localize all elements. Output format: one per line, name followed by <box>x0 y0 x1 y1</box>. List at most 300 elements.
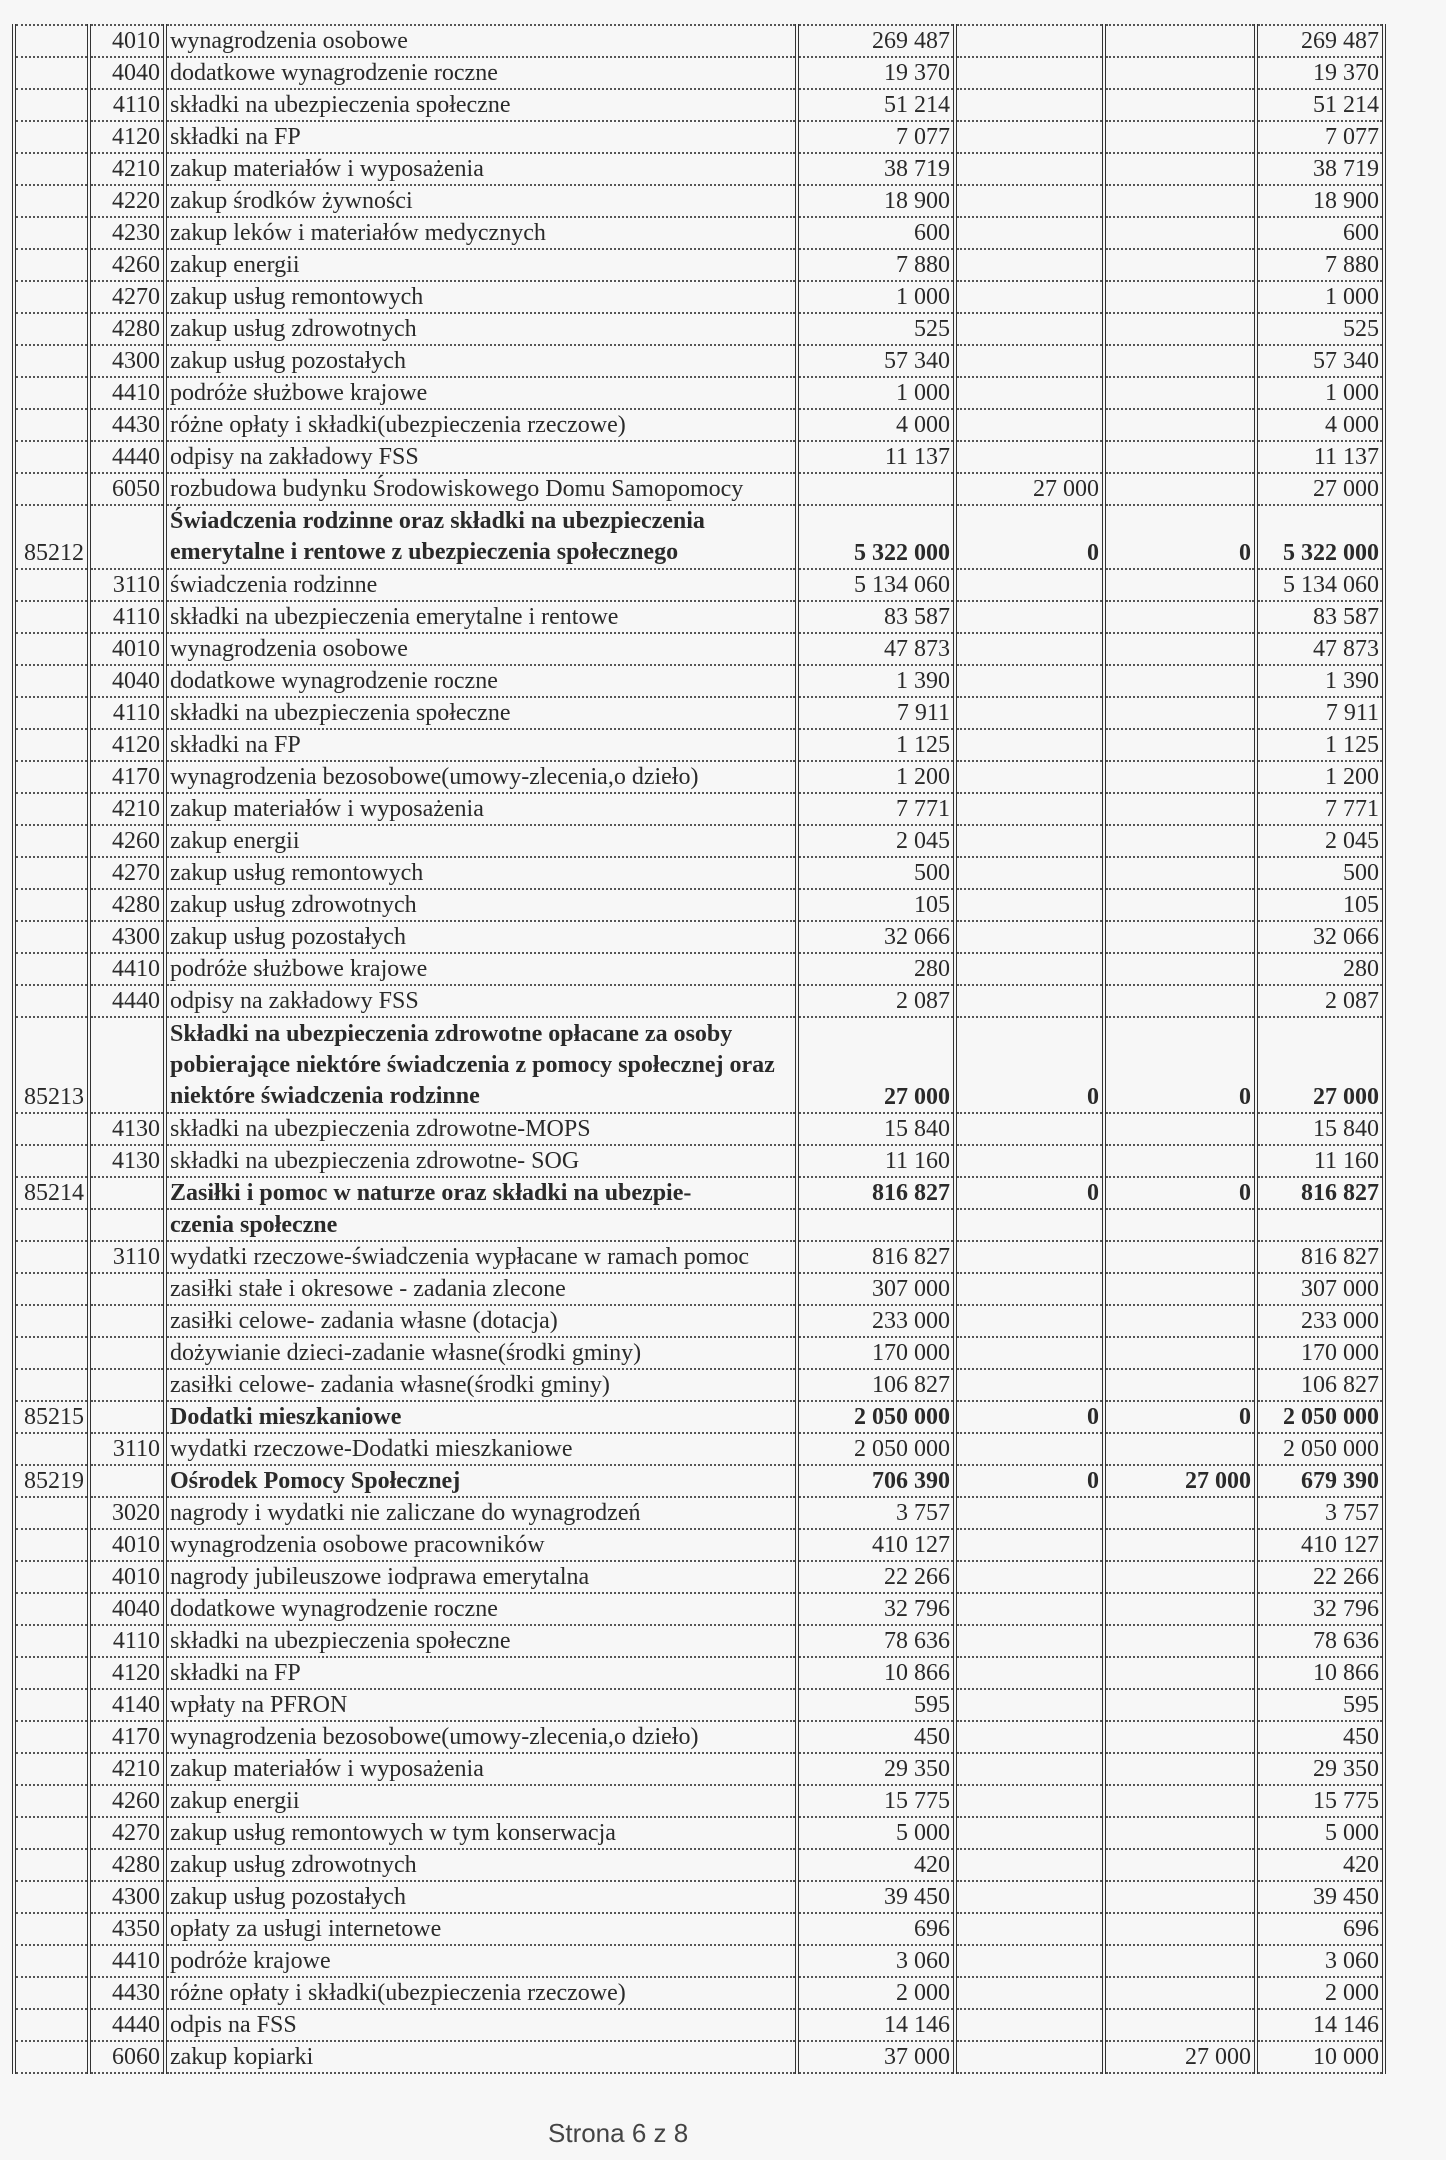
paragraph-code: 4440 <box>89 441 165 473</box>
page-number: Strona 6 z 8 <box>548 2118 689 2148</box>
paragraph-code: 4300 <box>89 921 165 953</box>
plan-amount: 19 370 <box>797 57 955 89</box>
item-name: Ośrodek Pomocy Społecznej <box>165 1465 797 1497</box>
decrease-amount <box>1104 633 1256 665</box>
table-row-section <box>14 1017 1384 1113</box>
decrease-amount <box>1104 1113 1256 1145</box>
section-code <box>14 601 89 633</box>
plan-amount: 696 <box>797 1913 955 1945</box>
paragraph-code: 4140 <box>89 1689 165 1721</box>
section-code <box>14 1241 89 1273</box>
table-row <box>14 1625 1384 1657</box>
section-code <box>14 1977 89 2009</box>
section-code <box>14 345 89 377</box>
section-code <box>14 89 89 121</box>
item-name: zakup usług remontowych w tym konserwacja <box>165 1817 797 1849</box>
section-code <box>14 1497 89 1529</box>
paragraph-code: 4130 <box>89 1145 165 1177</box>
increase-amount <box>955 1273 1104 1305</box>
decrease-amount: 27 000 <box>1104 1465 1256 1497</box>
table-row <box>14 1529 1384 1561</box>
after-change-amount: 450 <box>1256 1721 1384 1753</box>
paragraph-code: 4410 <box>89 1945 165 1977</box>
increase-amount <box>955 953 1104 985</box>
table-row <box>14 249 1384 281</box>
after-change-amount: 3 757 <box>1256 1497 1384 1529</box>
increase-amount <box>955 1849 1104 1881</box>
after-change-amount: 57 340 <box>1256 345 1384 377</box>
table-row <box>14 57 1384 89</box>
decrease-amount <box>1104 1721 1256 1753</box>
increase-amount <box>955 1369 1104 1401</box>
plan-amount: 3 060 <box>797 1945 955 1977</box>
table-row <box>14 1305 1384 1337</box>
after-change-amount: 1 000 <box>1256 377 1384 409</box>
section-code <box>14 2009 89 2041</box>
item-name: nagrody jubileuszowe iodprawa emerytalna <box>165 1561 797 1593</box>
paragraph-code: 4040 <box>89 1593 165 1625</box>
decrease-amount <box>1104 1433 1256 1465</box>
after-change-amount: 420 <box>1256 1849 1384 1881</box>
paragraph-code: 4440 <box>89 985 165 1017</box>
increase-amount <box>955 2009 1104 2041</box>
section-code <box>14 1657 89 1689</box>
section-code <box>14 1145 89 1177</box>
after-change-amount: 38 719 <box>1256 153 1384 185</box>
table-row <box>14 1785 1384 1817</box>
item-name: składki na ubezpieczenia społeczne <box>165 89 797 121</box>
item-name: wydatki rzeczowe-świadczenia wypłacane w ramach pomoc <box>165 1241 797 1273</box>
plan-amount: 106 827 <box>797 1369 955 1401</box>
table-row <box>14 345 1384 377</box>
decrease-amount <box>1104 217 1256 249</box>
paragraph-code: 4040 <box>89 665 165 697</box>
table-row <box>14 1753 1384 1785</box>
decrease-amount <box>1104 665 1256 697</box>
increase-amount <box>955 1785 1104 1817</box>
after-change-amount: 2 000 <box>1256 1977 1384 2009</box>
table-row <box>14 89 1384 121</box>
increase-amount <box>955 441 1104 473</box>
paragraph-code: 4300 <box>89 1881 165 1913</box>
section-code <box>14 25 89 57</box>
after-change-amount: 29 350 <box>1256 1753 1384 1785</box>
section-code <box>14 377 89 409</box>
table-row <box>14 1593 1384 1625</box>
decrease-amount <box>1104 601 1256 633</box>
paragraph-code: 4110 <box>89 1625 165 1657</box>
increase-amount <box>955 1913 1104 1945</box>
decrease-amount <box>1104 729 1256 761</box>
decrease-amount <box>1104 1817 1256 1849</box>
decrease-amount <box>1104 857 1256 889</box>
increase-amount <box>955 1209 1104 1241</box>
increase-amount <box>955 825 1104 857</box>
paragraph-code: 4350 <box>89 1913 165 1945</box>
increase-amount <box>955 121 1104 153</box>
table-row <box>14 121 1384 153</box>
increase-amount <box>955 313 1104 345</box>
section-code <box>14 793 89 825</box>
after-change-amount: 19 370 <box>1256 57 1384 89</box>
item-name: nagrody i wydatki nie zaliczane do wynagrodzeń <box>165 1497 797 1529</box>
increase-amount <box>955 569 1104 601</box>
table-row <box>14 953 1384 985</box>
plan-amount: 420 <box>797 1849 955 1881</box>
item-name: zakup środków żywności <box>165 185 797 217</box>
decrease-amount <box>1104 1753 1256 1785</box>
increase-amount <box>955 153 1104 185</box>
decrease-amount <box>1104 793 1256 825</box>
item-name: składki na ubezpieczenia społeczne <box>165 1625 797 1657</box>
after-change-amount: 10 866 <box>1256 1657 1384 1689</box>
after-change-amount: 14 146 <box>1256 2009 1384 2041</box>
section-code <box>14 953 89 985</box>
decrease-amount <box>1104 761 1256 793</box>
plan-amount: 1 390 <box>797 665 955 697</box>
decrease-amount <box>1104 697 1256 729</box>
decrease-amount <box>1104 1241 1256 1273</box>
paragraph-code: 4210 <box>89 793 165 825</box>
table-row-section <box>14 1177 1384 1209</box>
increase-amount <box>955 57 1104 89</box>
item-name: dodatkowe wynagrodzenie roczne <box>165 57 797 89</box>
paragraph-code: 4010 <box>89 25 165 57</box>
increase-amount <box>955 1593 1104 1625</box>
increase-amount <box>955 1113 1104 1145</box>
paragraph-code: 4260 <box>89 825 165 857</box>
paragraph-code: 4270 <box>89 857 165 889</box>
item-name: odpisy na zakładowy FSS <box>165 441 797 473</box>
item-name: zakup materiałów i wyposażenia <box>165 153 797 185</box>
paragraph-code <box>89 1177 165 1209</box>
plan-amount: 4 000 <box>797 409 955 441</box>
plan-amount: 2 087 <box>797 985 955 1017</box>
section-code <box>14 665 89 697</box>
after-change-amount: 4 000 <box>1256 409 1384 441</box>
plan-amount: 816 827 <box>797 1241 955 1273</box>
item-name: wydatki rzeczowe-Dodatki mieszkaniowe <box>165 1433 797 1465</box>
decrease-amount <box>1104 1145 1256 1177</box>
after-change-amount: 269 487 <box>1256 25 1384 57</box>
increase-amount <box>955 697 1104 729</box>
increase-amount <box>955 1657 1104 1689</box>
paragraph-code: 4270 <box>89 1817 165 1849</box>
item-name: zakup usług pozostałych <box>165 345 797 377</box>
plan-amount: 7 911 <box>797 697 955 729</box>
decrease-amount <box>1104 1209 1256 1241</box>
paragraph-code <box>89 1017 165 1113</box>
after-change-amount: 1 390 <box>1256 665 1384 697</box>
decrease-amount <box>1104 1913 1256 1945</box>
paragraph-code: 4120 <box>89 1657 165 1689</box>
after-change-amount: 15 840 <box>1256 1113 1384 1145</box>
after-change-amount: 18 900 <box>1256 185 1384 217</box>
plan-amount: 37 000 <box>797 2041 955 2073</box>
item-name: zakup energii <box>165 1785 797 1817</box>
paragraph-code: 4130 <box>89 1113 165 1145</box>
plan-amount: 2 050 000 <box>797 1401 955 1433</box>
budget-table <box>12 24 1386 2074</box>
decrease-amount <box>1104 473 1256 505</box>
paragraph-code <box>89 1401 165 1433</box>
plan-amount: 280 <box>797 953 955 985</box>
item-name: czenia społeczne <box>165 1209 797 1241</box>
budget-table-page <box>12 24 1382 2074</box>
decrease-amount <box>1104 921 1256 953</box>
item-name: odpis na FSS <box>165 2009 797 2041</box>
paragraph-code: 4110 <box>89 697 165 729</box>
section-code <box>14 889 89 921</box>
section-code <box>14 1881 89 1913</box>
table-row <box>14 601 1384 633</box>
table-row <box>14 1817 1384 1849</box>
item-name: zakup usług pozostałych <box>165 921 797 953</box>
item-name: składki na FP <box>165 1657 797 1689</box>
after-change-amount: 1 200 <box>1256 761 1384 793</box>
decrease-amount <box>1104 1561 1256 1593</box>
plan-amount: 47 873 <box>797 633 955 665</box>
plan-amount: 525 <box>797 313 955 345</box>
increase-amount <box>955 377 1104 409</box>
plan-amount: 51 214 <box>797 89 955 121</box>
increase-amount <box>955 1721 1104 1753</box>
after-change-amount: 2 087 <box>1256 985 1384 1017</box>
after-change-amount: 2 045 <box>1256 825 1384 857</box>
plan-amount <box>797 473 955 505</box>
paragraph-code: 4210 <box>89 153 165 185</box>
paragraph-code: 4230 <box>89 217 165 249</box>
paragraph-code: 4170 <box>89 761 165 793</box>
item-name: zakup materiałów i wyposażenia <box>165 1753 797 1785</box>
plan-amount: 170 000 <box>797 1337 955 1369</box>
increase-amount <box>955 409 1104 441</box>
after-change-amount: 27 000 <box>1256 473 1384 505</box>
decrease-amount <box>1104 1657 1256 1689</box>
section-code <box>14 281 89 313</box>
plan-amount: 2 045 <box>797 825 955 857</box>
decrease-amount <box>1104 281 1256 313</box>
after-change-amount: 410 127 <box>1256 1529 1384 1561</box>
increase-amount <box>955 1753 1104 1785</box>
after-change-amount: 2 050 000 <box>1256 1433 1384 1465</box>
section-code <box>14 1593 89 1625</box>
after-change-amount: 83 587 <box>1256 601 1384 633</box>
plan-amount: 2 050 000 <box>797 1433 955 1465</box>
increase-amount <box>955 1305 1104 1337</box>
increase-amount <box>955 1977 1104 2009</box>
decrease-amount: 0 <box>1104 1017 1256 1113</box>
table-row <box>14 281 1384 313</box>
increase-amount <box>955 1625 1104 1657</box>
after-change-amount: 10 000 <box>1256 2041 1384 2073</box>
plan-amount: 5 134 060 <box>797 569 955 601</box>
item-name: zakup usług pozostałych <box>165 1881 797 1913</box>
paragraph-code: 4280 <box>89 889 165 921</box>
table-row <box>14 825 1384 857</box>
item-name: zasiłki celowe- zadania własne(środki gminy) <box>165 1369 797 1401</box>
after-change-amount: 11 137 <box>1256 441 1384 473</box>
decrease-amount <box>1104 1593 1256 1625</box>
item-name: wynagrodzenia osobowe <box>165 633 797 665</box>
paragraph-code: 6050 <box>89 473 165 505</box>
table-row-section <box>14 1209 1384 1241</box>
item-name: wpłaty na PFRON <box>165 1689 797 1721</box>
increase-amount <box>955 185 1104 217</box>
paragraph-code: 4110 <box>89 89 165 121</box>
plan-amount: 11 137 <box>797 441 955 473</box>
table-row <box>14 1977 1384 2009</box>
decrease-amount <box>1104 985 1256 1017</box>
after-change-amount: 600 <box>1256 217 1384 249</box>
section-code <box>14 1273 89 1305</box>
paragraph-code: 4010 <box>89 633 165 665</box>
paragraph-code: 4010 <box>89 1529 165 1561</box>
plan-amount: 18 900 <box>797 185 955 217</box>
increase-amount <box>955 857 1104 889</box>
section-code <box>14 985 89 1017</box>
paragraph-code: 4430 <box>89 409 165 441</box>
item-name: składki na ubezpieczenia emerytalne i rentowe <box>165 601 797 633</box>
section-code: 85214 <box>14 1177 89 1209</box>
decrease-amount <box>1104 1625 1256 1657</box>
plan-amount: 32 796 <box>797 1593 955 1625</box>
decrease-amount <box>1104 1881 1256 1913</box>
item-name: podróże służbowe krajowe <box>165 377 797 409</box>
item-name: zakup materiałów i wyposażenia <box>165 793 797 825</box>
after-change-amount: 307 000 <box>1256 1273 1384 1305</box>
after-change-amount: 78 636 <box>1256 1625 1384 1657</box>
increase-amount <box>955 249 1104 281</box>
table-row <box>14 409 1384 441</box>
increase-amount <box>955 2041 1104 2073</box>
decrease-amount <box>1104 2009 1256 2041</box>
item-name: zakup usług zdrowotnych <box>165 1849 797 1881</box>
paragraph-code: 4430 <box>89 1977 165 2009</box>
after-change-amount: 47 873 <box>1256 633 1384 665</box>
after-change-amount: 22 266 <box>1256 1561 1384 1593</box>
paragraph-code: 3020 <box>89 1497 165 1529</box>
item-name: składki na ubezpieczenia zdrowotne- SOG <box>165 1145 797 1177</box>
after-change-amount: 106 827 <box>1256 1369 1384 1401</box>
section-code <box>14 313 89 345</box>
item-name: zakup usług zdrowotnych <box>165 313 797 345</box>
plan-amount <box>797 1209 955 1241</box>
after-change-amount: 595 <box>1256 1689 1384 1721</box>
decrease-amount <box>1104 313 1256 345</box>
table-row <box>14 633 1384 665</box>
plan-amount: 22 266 <box>797 1561 955 1593</box>
after-change-amount: 1 125 <box>1256 729 1384 761</box>
paragraph-code: 3110 <box>89 1433 165 1465</box>
after-change-amount: 280 <box>1256 953 1384 985</box>
item-name: różne opłaty i składki(ubezpieczenia rzeczowe) <box>165 409 797 441</box>
paragraph-code: 3110 <box>89 1241 165 1273</box>
table-row <box>14 1689 1384 1721</box>
section-code: 85215 <box>14 1401 89 1433</box>
item-name: zakup energii <box>165 249 797 281</box>
plan-amount: 233 000 <box>797 1305 955 1337</box>
section-code <box>14 825 89 857</box>
decrease-amount: 0 <box>1104 1401 1256 1433</box>
table-row <box>14 697 1384 729</box>
after-change-amount: 5 000 <box>1256 1817 1384 1849</box>
decrease-amount <box>1104 441 1256 473</box>
increase-amount <box>955 985 1104 1017</box>
section-code <box>14 569 89 601</box>
section-code <box>14 1529 89 1561</box>
decrease-amount <box>1104 1945 1256 1977</box>
plan-amount: 5 322 000 <box>797 505 955 569</box>
decrease-amount <box>1104 1977 1256 2009</box>
paragraph-code: 4280 <box>89 1849 165 1881</box>
increase-amount: 0 <box>955 1017 1104 1113</box>
plan-amount: 269 487 <box>797 25 955 57</box>
decrease-amount <box>1104 377 1256 409</box>
table-row <box>14 185 1384 217</box>
section-code: 85219 <box>14 1465 89 1497</box>
item-name: wynagrodzenia osobowe pracowników <box>165 1529 797 1561</box>
item-name: dodatkowe wynagrodzenie roczne <box>165 665 797 697</box>
increase-amount <box>955 1561 1104 1593</box>
section-code <box>14 409 89 441</box>
plan-amount: 78 636 <box>797 1625 955 1657</box>
plan-amount: 816 827 <box>797 1177 955 1209</box>
item-name: podróże służbowe krajowe <box>165 953 797 985</box>
section-code <box>14 1817 89 1849</box>
after-change-amount: 32 796 <box>1256 1593 1384 1625</box>
item-name: składki na ubezpieczenia społeczne <box>165 697 797 729</box>
increase-amount <box>955 1817 1104 1849</box>
item-name: Zasiłki i pomoc w naturze oraz składki na ubezpie- <box>165 1177 797 1209</box>
paragraph-code: 4170 <box>89 1721 165 1753</box>
section-code <box>14 185 89 217</box>
plan-amount: 27 000 <box>797 1017 955 1113</box>
section-code <box>14 121 89 153</box>
table-row <box>14 1913 1384 1945</box>
increase-amount <box>955 761 1104 793</box>
plan-amount: 14 146 <box>797 2009 955 2041</box>
after-change-amount: 5 134 060 <box>1256 569 1384 601</box>
table-row <box>14 665 1384 697</box>
increase-amount <box>955 217 1104 249</box>
after-change-amount: 7 771 <box>1256 793 1384 825</box>
item-name: zakup usług zdrowotnych <box>165 889 797 921</box>
item-name: wynagrodzenia bezosobowe(umowy-zlecenia,o dzieło) <box>165 761 797 793</box>
item-name: składki na FP <box>165 729 797 761</box>
increase-amount <box>955 1497 1104 1529</box>
decrease-amount <box>1104 25 1256 57</box>
section-code <box>14 473 89 505</box>
section-code <box>14 1433 89 1465</box>
item-name: Świadczenia rodzinne oraz składki na ubezpieczenia emerytalne i rentowe z ubezpieczenia społecznego <box>165 505 797 569</box>
table-row <box>14 153 1384 185</box>
increase-amount: 27 000 <box>955 473 1104 505</box>
after-change-amount: 233 000 <box>1256 1305 1384 1337</box>
increase-amount: 0 <box>955 1465 1104 1497</box>
paragraph-code <box>89 1209 165 1241</box>
after-change-amount: 679 390 <box>1256 1465 1384 1497</box>
decrease-amount: 0 <box>1104 505 1256 569</box>
table-row <box>14 1369 1384 1401</box>
plan-amount: 1 000 <box>797 377 955 409</box>
after-change-amount: 1 000 <box>1256 281 1384 313</box>
increase-amount: 0 <box>955 505 1104 569</box>
increase-amount <box>955 25 1104 57</box>
after-change-amount: 39 450 <box>1256 1881 1384 1913</box>
after-change-amount: 3 060 <box>1256 1945 1384 1977</box>
section-code <box>14 153 89 185</box>
